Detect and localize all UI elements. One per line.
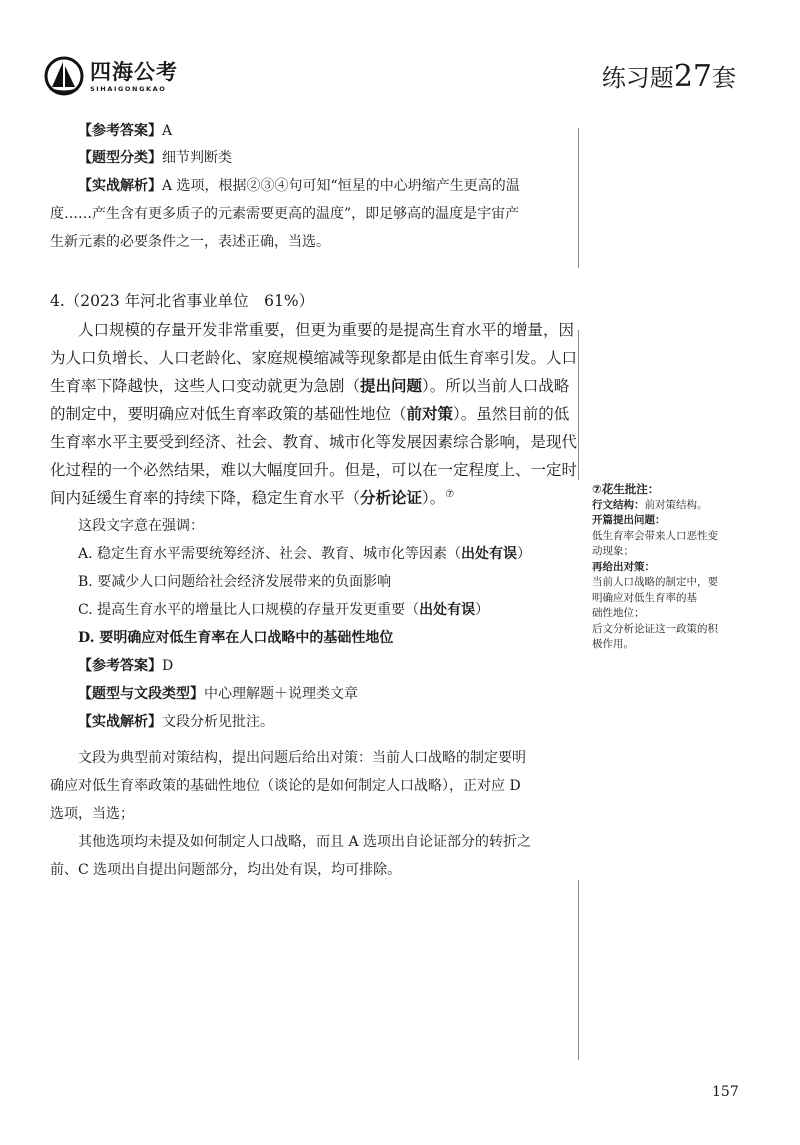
annotation-line: 开篇提出问题： [592, 514, 666, 526]
structure-tag: 分析论证 [360, 488, 423, 507]
q4-passage-line: 间内延缓生育率的持续下降，稳定生育水平（分析论证）。⑦ [50, 488, 455, 507]
structure-tag: 提出问题 [360, 376, 423, 395]
structure-tag: 前对策 [406, 404, 454, 423]
option-a: A. 稳定生育水平需要统筹经济、社会、教育、城市化等因素（出处有误） [78, 546, 532, 562]
option-c: C. 提高生育水平的增量比人口规模的存量开发更重要（出处有误） [78, 602, 490, 618]
q4-stem: 这段文字意在强调： [78, 518, 204, 534]
q4-explain-line: 文段为典型前对策结构，提出问题后给出对策：当前人口战略的制定要明 [78, 750, 526, 766]
logo-chinese-text: 四海公考 [90, 59, 178, 84]
q4-explain-line: 前、C 选项出自提出问题部分，均出处有误，均可排除。 [50, 862, 402, 878]
q3-analysis-line: 【实战解析】A 选项，根据②③④句可知“恒星的中心坍缩产生更高的温 [78, 178, 520, 194]
annotation-line: 明确应对低生育率的基 [592, 591, 697, 604]
q3-analysis-line: 度……产生含有更多质子的元素需要更高的温度”，即足够高的温度是宇宙产 [50, 206, 520, 222]
annotation-line: 低生育率会带来人口恶性变 [592, 529, 718, 542]
margin-rule [578, 128, 579, 268]
q4-passage-line: 的制定中，要明确应对低生育率政策的基础性地位（前对策）。虽然目前的低 [50, 404, 570, 423]
annotation-line: 再给出对策： [592, 560, 655, 573]
exercise-set-title: 练习题27套 [601, 59, 736, 94]
q4-explain-line: 确应对低生育率政策的基础性地位（谈论的是如何制定人口战略），正对应 D [50, 778, 521, 794]
logo-english-text: SIHAIGONGKAO [90, 84, 167, 93]
q3-answer: 【参考答案】A [78, 123, 173, 139]
margin-rule [578, 880, 579, 1060]
margin-annotation [592, 482, 762, 653]
q4-passage-line: 生育率水平主要受到经济、社会、教育、城市化等发展因素综合影响，是现代 [50, 433, 578, 451]
q4-passage-line: 生育率下降越快，这些人口变动就更为急剧（提出问题）。所以当前人口战略 [50, 376, 570, 395]
q4-explain-line: 其他选项均未提及如何制定人口战略，而且 A 选项出自论证部分的转折之 [78, 834, 532, 850]
q4-heading: 4.（2023 年河北省事业单位 61%） [50, 292, 315, 310]
option-b: B. 要减少人口问题给社会经济发展带来的负面影响 [78, 574, 392, 590]
annotation-line: 动现象； [592, 545, 634, 557]
annotation-line: 后文分析论证这一政策的积 [592, 622, 718, 635]
q4-type: 【题型与文段类型】中心理解题＋说理类文章 [78, 686, 358, 702]
page-header [44, 50, 744, 100]
annotation-line: 行文结构：前对策结构。 [592, 498, 708, 511]
q4-passage-line: 化过程的一个必然结果，难以大幅度回升。但是，可以在一定程度上、一定时 [50, 461, 578, 479]
q3-type: 【题型分类】细节判断类 [78, 150, 232, 166]
annotation-line: 极作用。 [592, 638, 634, 650]
q3-analysis-line: 生新元素的必要条件之一，表述正确，当选。 [50, 234, 330, 250]
margin-rule [578, 330, 579, 480]
q4-explain-line: 选项，当选； [50, 806, 134, 822]
brand-logo [44, 56, 178, 96]
q4-passage-line: 人口规模的存量开发非常重要，但更为重要的是提高生育水平的增量，因 [78, 321, 575, 339]
sailboat-logo-icon [44, 56, 84, 96]
annotation-title: ⑦花生批注： [592, 482, 660, 496]
annotation-line: 础性地位； [592, 607, 645, 619]
q4-answer: 【参考答案】D [78, 658, 174, 674]
annotation-line: 当前人口战略的制定中，要 [592, 576, 718, 588]
page-number: 157 [712, 1084, 739, 1100]
option-d: D. 要明确应对低生育率在人口战略中的基础性地位 [78, 630, 394, 646]
annotation-marker: ⑦ [445, 488, 455, 500]
q4-analysis: 【实战解析】文段分析见批注。 [78, 714, 274, 730]
q4-passage-line: 为人口负增长、人口老龄化、家庭规模缩减等现象都是由低生育率引发。人口 [50, 349, 578, 367]
